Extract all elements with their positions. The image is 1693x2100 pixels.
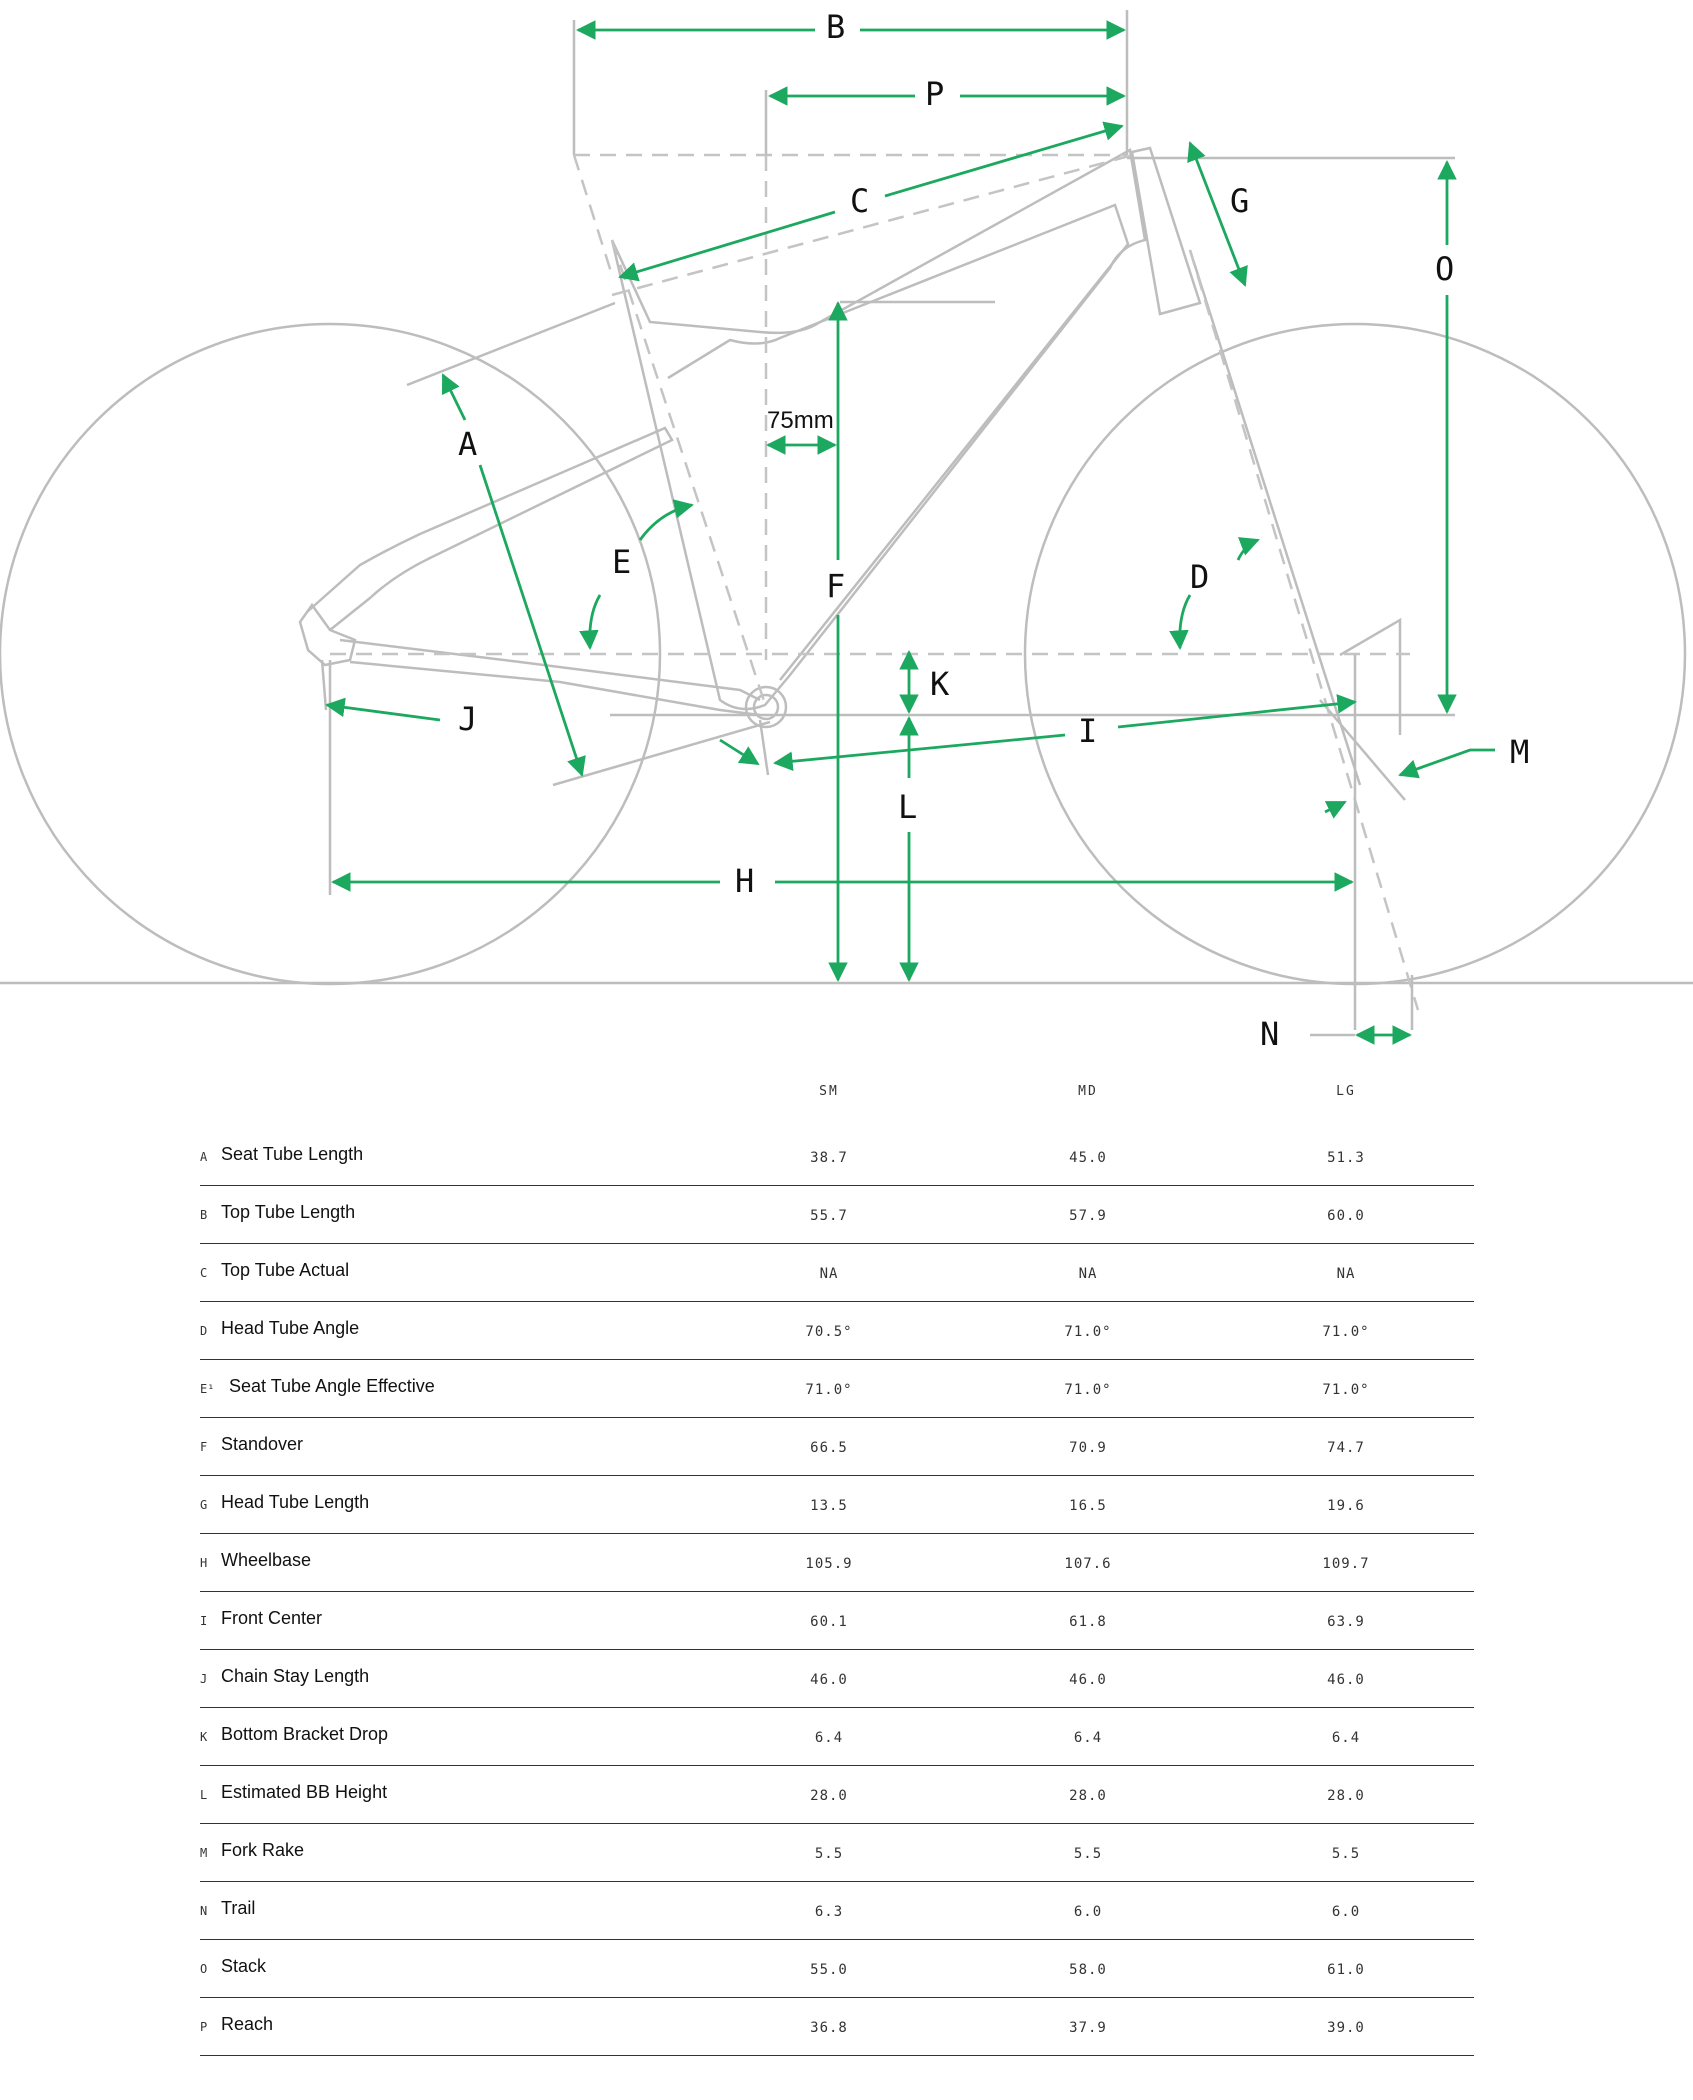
label-e: E	[612, 543, 632, 581]
row-label: Bottom Bracket Drop	[221, 1724, 389, 1744]
label-n: N	[1260, 1015, 1280, 1053]
arrow-i-left	[775, 735, 1065, 763]
reference-lines	[322, 10, 1455, 1030]
row-label: Standover	[221, 1434, 304, 1454]
row-label: Seat Tube Angle Effective	[229, 1376, 435, 1396]
value-md: 37.9	[1069, 2020, 1107, 2036]
row-label: Front Center	[221, 1608, 323, 1628]
dimension-arrows	[327, 30, 1495, 1035]
row-key: F	[200, 1440, 208, 1454]
value-lg: 39.0	[1327, 2020, 1365, 2036]
value-sm: 66.5	[810, 1440, 848, 1456]
row-key: H	[200, 1556, 208, 1570]
row-key: N	[200, 1904, 208, 1918]
table-row	[200, 1418, 1474, 1476]
label-d: D	[1190, 558, 1210, 596]
row-label: Top Tube Length	[221, 1202, 356, 1222]
label-b: B	[826, 8, 846, 46]
table-row	[200, 1882, 1474, 1940]
row-label: Wheelbase	[221, 1550, 312, 1570]
row-label: Stack	[221, 1956, 267, 1976]
row-label: Chain Stay Length	[221, 1666, 370, 1686]
row-key: P	[200, 2020, 208, 2034]
value-lg: 60.0	[1327, 1208, 1365, 1224]
table-row	[200, 1650, 1474, 1708]
value-sm: 46.0	[810, 1672, 848, 1688]
value-md: 16.5	[1069, 1498, 1107, 1514]
value-md: 6.4	[1073, 1730, 1103, 1746]
row-key: J	[200, 1672, 208, 1686]
arrow-e-top	[640, 505, 692, 540]
label-j: J	[458, 700, 478, 738]
value-md: 5.5	[1073, 1846, 1103, 1862]
row-key: A	[200, 1150, 208, 1164]
row-label: Head Tube Angle	[221, 1318, 360, 1338]
table-row	[200, 1824, 1474, 1882]
value-md: 107.6	[1064, 1556, 1112, 1572]
label-c: C	[850, 182, 870, 220]
label-h: H	[735, 862, 755, 900]
geometry-table	[200, 1080, 1474, 2056]
table-row	[200, 1128, 1474, 1186]
value-lg: 46.0	[1327, 1672, 1365, 1688]
table-row	[200, 1766, 1474, 1824]
table-row	[200, 1592, 1474, 1650]
value-md: 45.0	[1069, 1150, 1107, 1166]
value-lg: 71.0°	[1322, 1382, 1370, 1398]
arrow-a-bottom	[480, 465, 582, 775]
table-row	[200, 1186, 1474, 1244]
label-l: L	[898, 788, 918, 826]
value-lg: 6.4	[1331, 1730, 1361, 1746]
size-header-lg: LG	[1336, 1084, 1356, 1099]
row-label: Seat Tube Length	[221, 1144, 364, 1164]
value-sm: 55.0	[810, 1962, 848, 1978]
arrow-d-bottom	[1180, 595, 1190, 648]
table-row	[200, 1360, 1474, 1418]
row-label: Head Tube Length	[221, 1492, 370, 1512]
table-row	[200, 1534, 1474, 1592]
arrow-e-bottom	[590, 595, 600, 648]
label-o: O	[1435, 250, 1455, 288]
row-key: E¹	[200, 1382, 215, 1396]
table-row	[200, 1244, 1474, 1302]
row-label: Fork Rake	[221, 1840, 305, 1860]
value-sm: 5.5	[814, 1846, 844, 1862]
value-sm: NA	[819, 1266, 839, 1282]
value-md: 28.0	[1069, 1788, 1107, 1804]
arrow-d-top	[1238, 540, 1258, 560]
arrow-j-left	[327, 705, 440, 720]
value-md: 6.0	[1073, 1904, 1103, 1920]
row-key: B	[200, 1208, 208, 1222]
value-sm: 6.3	[814, 1904, 844, 1920]
row-key: G	[200, 1498, 208, 1512]
row-key: L	[200, 1788, 208, 1802]
value-md: 61.8	[1069, 1614, 1107, 1630]
value-lg: 71.0°	[1322, 1324, 1370, 1340]
value-sm: 70.5°	[805, 1324, 853, 1340]
label-k: K	[930, 665, 950, 703]
arrow-a-top	[443, 375, 465, 420]
label-i: I	[1078, 712, 1098, 750]
label-p: P	[925, 75, 945, 113]
row-label: Trail	[221, 1898, 256, 1918]
arrow-m	[1400, 750, 1495, 775]
value-lg: NA	[1336, 1266, 1356, 1282]
value-sm: 71.0°	[805, 1382, 853, 1398]
size-header-md: MD	[1078, 1084, 1098, 1099]
value-md: 57.9	[1069, 1208, 1107, 1224]
value-lg: 28.0	[1327, 1788, 1365, 1804]
table-row	[200, 1708, 1474, 1766]
value-lg: 5.5	[1331, 1846, 1361, 1862]
label-75mm: 75mm	[767, 407, 834, 434]
table-row	[200, 1476, 1474, 1534]
value-md: 71.0°	[1064, 1324, 1112, 1340]
value-sm: 28.0	[810, 1788, 848, 1804]
table-header	[200, 1080, 1474, 1128]
value-sm: 13.5	[810, 1498, 848, 1514]
arrow-i-tick	[1325, 802, 1345, 812]
row-key: K	[200, 1730, 208, 1744]
table-row	[200, 1998, 1474, 2056]
row-label: Top Tube Actual	[221, 1260, 350, 1280]
size-header-sm: SM	[819, 1084, 839, 1099]
value-sm: 105.9	[805, 1556, 853, 1572]
label-m: M	[1510, 733, 1530, 771]
value-lg: 6.0	[1331, 1904, 1361, 1920]
value-lg: 74.7	[1327, 1440, 1365, 1456]
arrow-c-right	[885, 126, 1122, 196]
value-md: 46.0	[1069, 1672, 1107, 1688]
value-lg: 19.6	[1327, 1498, 1365, 1514]
label-a: A	[458, 425, 478, 463]
value-md: 70.9	[1069, 1440, 1107, 1456]
value-lg: 51.3	[1327, 1150, 1365, 1166]
row-key: M	[200, 1846, 208, 1860]
value-md: 71.0°	[1064, 1382, 1112, 1398]
row-key: I	[200, 1614, 208, 1628]
value-sm: 60.1	[810, 1614, 848, 1630]
row-key: D	[200, 1324, 208, 1338]
value-md: NA	[1078, 1266, 1098, 1282]
label-g: G	[1230, 182, 1250, 220]
value-sm: 55.7	[810, 1208, 848, 1224]
table-row	[200, 1940, 1474, 1998]
value-sm: 36.8	[810, 2020, 848, 2036]
value-lg: 63.9	[1327, 1614, 1365, 1630]
value-md: 58.0	[1069, 1962, 1107, 1978]
value-lg: 61.0	[1327, 1962, 1365, 1978]
row-label: Estimated BB Height	[221, 1782, 388, 1802]
value-lg: 109.7	[1322, 1556, 1370, 1572]
table-row	[200, 1302, 1474, 1360]
value-sm: 6.4	[814, 1730, 844, 1746]
row-key: C	[200, 1266, 208, 1280]
value-sm: 38.7	[810, 1150, 848, 1166]
row-label: Reach	[221, 2014, 274, 2034]
row-key: O	[200, 1962, 208, 1976]
arrow-j-right	[720, 740, 758, 764]
label-f: F	[826, 567, 846, 605]
